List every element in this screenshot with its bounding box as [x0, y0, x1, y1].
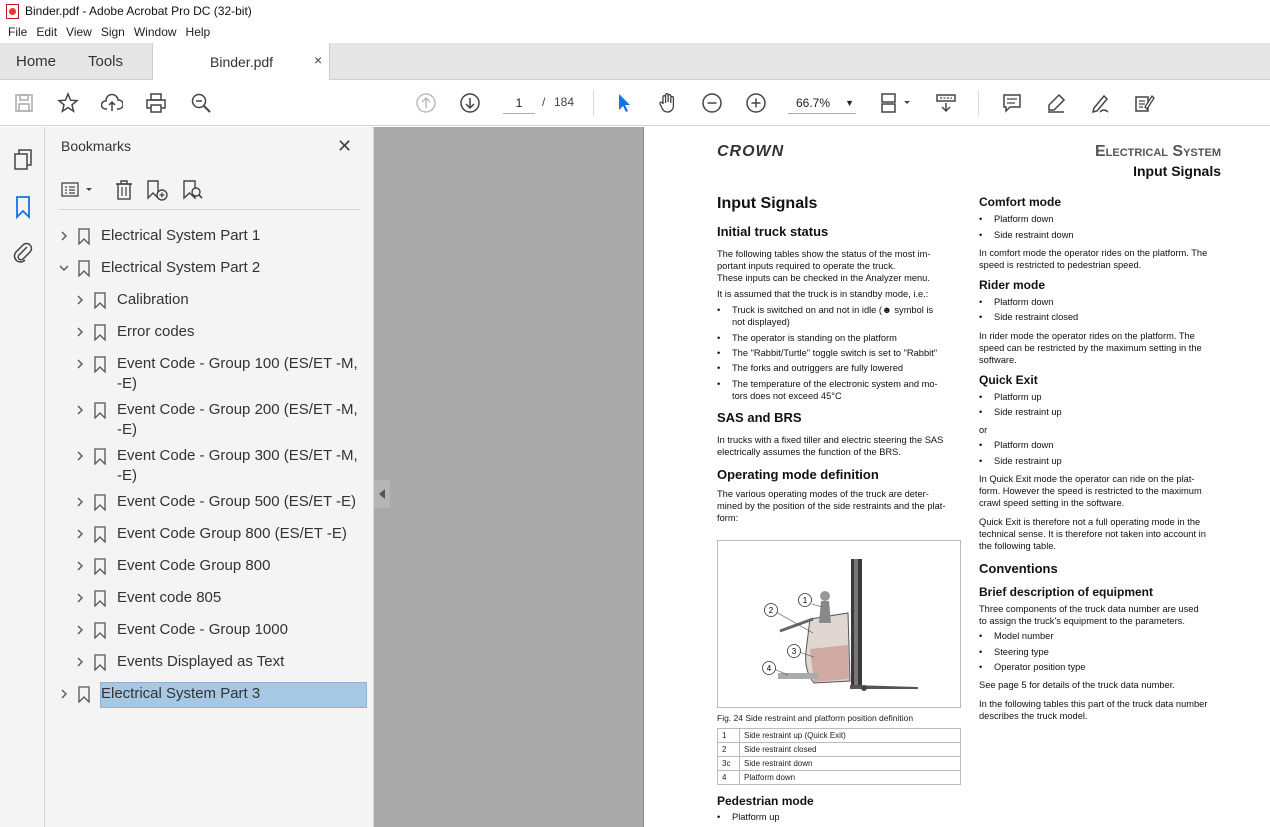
- bullet-item: • The "Rabbit/Turtle" toggle switch is set to "Rabbit": [732, 347, 937, 359]
- bullet-item: • Truck is switched on and not in idle (☻ symbol is: [732, 304, 933, 316]
- bullet-item: • Model number: [994, 630, 1053, 642]
- bookmark-item[interactable]: [74, 652, 358, 674]
- print-icon[interactable]: [144, 91, 168, 115]
- bullet-item: • Platform down: [994, 213, 1053, 225]
- heading-brief-description: Brief description of equipment: [979, 585, 1154, 599]
- comment-icon[interactable]: [1000, 91, 1024, 115]
- text-line: In comfort mode the operator rides on the platform. The: [979, 248, 1208, 258]
- text-line: form. However the speed is restricted to the maximum: [979, 486, 1202, 496]
- callout-2: 2: [768, 606, 774, 615]
- tab-tools[interactable]: Tools: [88, 53, 124, 70]
- heading-initial-status: Initial truck status: [717, 224, 829, 239]
- chevron-right-icon[interactable]: [74, 449, 84, 463]
- bullet-item: • Platform down: [994, 296, 1053, 308]
- page-thumbnails-icon[interactable]: [11, 147, 35, 171]
- heading-input-signals: Input Signals: [717, 195, 818, 212]
- text-line: crawl speed setting in the software.: [979, 498, 1125, 508]
- chevron-right-icon[interactable]: [74, 591, 84, 605]
- bookmark-label: Error codes: [117, 323, 195, 340]
- chevron-right-icon[interactable]: [74, 325, 84, 339]
- truck-figure: [717, 540, 961, 708]
- bookmark-icon: [94, 590, 106, 607]
- toolbar-divider: [978, 90, 979, 116]
- keyboard-scroll-icon[interactable]: [934, 91, 958, 115]
- page-total: 184: [554, 95, 575, 109]
- pdf-page: [643, 127, 1270, 827]
- select-cursor-icon[interactable]: [612, 91, 636, 115]
- collapse-panel-handle[interactable]: [374, 480, 390, 508]
- bookmark-item[interactable]: [74, 290, 358, 312]
- bullet-item: • Platform down: [994, 439, 1053, 451]
- page-fit-icon[interactable]: [878, 91, 914, 115]
- zoom-out-icon[interactable]: [700, 91, 724, 115]
- bookmark-label: Event Code - Group 100 (ES/ET -M,: [117, 355, 358, 372]
- bullet-item: • The operator is standing on the platform: [732, 332, 897, 344]
- callout-1: 1: [802, 596, 808, 605]
- panel-title: Bookmarks: [61, 138, 132, 154]
- bookmark-label-continued: -E): [117, 375, 137, 392]
- tab-document-label: Binder.pdf: [210, 54, 274, 70]
- menu-sign[interactable]: Sign: [100, 25, 125, 39]
- text-line: mined by the position of the side restraints and the plat-: [717, 501, 946, 511]
- page-number-input[interactable]: 1: [503, 92, 535, 114]
- text-line: The various operating modes of the truck are deter-: [717, 489, 929, 499]
- text-line: speed can be restricted by the maximum setting in the: [979, 343, 1202, 353]
- bookmark-label: Event Code Group 800: [117, 557, 271, 574]
- chevron-right-icon[interactable]: [58, 229, 68, 243]
- bullet-item: • The forks and outriggers are fully lowered: [732, 362, 903, 374]
- bookmark-item[interactable]: [74, 446, 358, 488]
- text-line: In trucks with a fixed tiller and electric steering the SAS: [717, 435, 944, 445]
- bookmark-label: Calibration: [117, 291, 189, 308]
- chevron-down-icon[interactable]: [58, 261, 68, 275]
- bullet-item: • Side restraint up: [994, 455, 1062, 467]
- text-line: In Quick Exit mode the operator can ride on the plat-: [979, 474, 1195, 484]
- bookmark-icon: [94, 526, 106, 543]
- table-row: 2 Side restraint closed: [718, 743, 961, 757]
- menu-bar: [0, 22, 1270, 42]
- previous-page-icon[interactable]: [414, 91, 438, 115]
- page-header-section: Electrical System: [1094, 143, 1221, 160]
- text-line: the following table.: [979, 541, 1057, 551]
- figure-caption: Fig. 24 Side restraint and platform position definition: [717, 713, 914, 723]
- document-background: [374, 127, 643, 827]
- star-icon[interactable]: [56, 91, 80, 115]
- table-row: 1 Side restraint up (Quick Exit): [718, 729, 961, 743]
- bookmark-icon: [78, 228, 90, 245]
- page-header-subsection: Input Signals: [1133, 163, 1221, 179]
- zoom-level-select[interactable]: [788, 92, 856, 114]
- bullet-item: • Side restraint closed: [994, 311, 1078, 323]
- text-line: Quick Exit is therefore not a full operating mode in the: [979, 517, 1201, 527]
- bookmark-icon: [94, 356, 106, 373]
- bookmark-icon: [78, 260, 90, 277]
- toolbar: [0, 80, 1270, 126]
- table-row: 4 Platform down: [718, 771, 961, 785]
- menu-help[interactable]: Help: [185, 25, 211, 39]
- bookmark-icon: [94, 654, 106, 671]
- menu-window[interactable]: Window: [133, 25, 177, 39]
- bookmark-item[interactable]: [74, 322, 358, 344]
- bookmark-icon: [94, 402, 106, 419]
- chevron-right-icon[interactable]: [74, 403, 84, 417]
- bullet-item: • Side restraint down: [994, 229, 1074, 241]
- text-line: See page 5 for details of the truck data number.: [979, 680, 1175, 690]
- bookmark-item[interactable]: [74, 524, 358, 546]
- draw-sign-icon[interactable]: [1088, 91, 1112, 115]
- bookmark-options-icon[interactable]: [61, 177, 97, 203]
- heading-sas-brs: SAS and BRS: [717, 410, 802, 425]
- bookmark-label: Event Code - Group 200 (ES/ET -M,: [117, 401, 358, 418]
- menu-file[interactable]: File: [8, 25, 28, 39]
- attachment-icon[interactable]: [11, 240, 35, 264]
- bookmark-item[interactable]: [74, 588, 358, 610]
- hand-tool-icon[interactable]: [656, 91, 680, 115]
- chevron-right-icon[interactable]: [74, 495, 84, 509]
- bookmark-icon: [94, 292, 106, 309]
- bookmark-icon: [94, 622, 106, 639]
- bookmark-label-continued: -E): [117, 467, 137, 484]
- delete-bookmark-icon[interactable]: [113, 177, 135, 203]
- text-line: to assign the truck's equipment to the parameters.: [979, 616, 1185, 626]
- text-line: Three components of the truck data number are used: [979, 604, 1199, 614]
- callout-3: 3: [791, 647, 797, 656]
- upload-cloud-icon[interactable]: [100, 91, 124, 115]
- text-line: The following tables show the status of the most im-: [717, 249, 931, 259]
- bullet-item: • Platform up: [994, 391, 1042, 403]
- bookmark-label: Event code 805: [117, 589, 222, 606]
- bookmark-item[interactable]: [58, 258, 358, 280]
- next-page-icon[interactable]: [458, 91, 482, 115]
- callout-4: 4: [766, 664, 772, 673]
- text-line: electrically assumes the function of the BRS.: [717, 447, 901, 457]
- table-row: 3c Side restraint down: [718, 757, 961, 771]
- bookmark-item[interactable]: [74, 400, 358, 442]
- bookmark-item[interactable]: [74, 620, 358, 642]
- text-line: software.: [979, 355, 1017, 365]
- toolbar-divider: [593, 90, 594, 116]
- tab-home[interactable]: Home: [16, 53, 57, 70]
- close-tab-icon[interactable]: ×: [314, 52, 323, 68]
- chevron-right-icon[interactable]: [74, 527, 84, 541]
- text-line: form:: [717, 513, 739, 523]
- acrobat-icon: [6, 4, 19, 19]
- bullet-item: • The temperature of the electronic system and mo-: [732, 378, 938, 390]
- bookmark-item[interactable]: [58, 684, 358, 706]
- zoom-search-icon[interactable]: [189, 91, 213, 115]
- zoom-in-icon[interactable]: [744, 91, 768, 115]
- text-line: In the following tables this part of the truck data number: [979, 699, 1208, 709]
- bullet-item: • Platform up: [732, 811, 780, 823]
- bookmark-label: Electrical System Part 3: [101, 685, 261, 702]
- text-line: portant inputs required to operate the truck.: [717, 261, 896, 271]
- text-line: These inputs can be checked in the Analyzer menu.: [717, 273, 930, 283]
- text-line: tors does not exceed 45°C: [732, 391, 842, 401]
- figure-legend-table: [717, 728, 961, 785]
- menu-view[interactable]: View: [66, 25, 92, 39]
- highlight-pen-icon[interactable]: [1044, 91, 1068, 115]
- window-title: Binder.pdf - Adobe Acrobat Pro DC (32-bit): [25, 4, 252, 18]
- edit-text-icon[interactable]: [1132, 91, 1156, 115]
- bookmark-label: Event Code - Group 1000: [117, 621, 288, 638]
- crown-logo: CROWN: [717, 143, 785, 160]
- chevron-right-icon[interactable]: [74, 623, 84, 637]
- tab-document[interactable]: [152, 43, 330, 80]
- heading-rider-mode: Rider mode: [979, 278, 1046, 292]
- bookmark-panel-icon[interactable]: [11, 195, 35, 219]
- bookmark-search-icon[interactable]: [181, 177, 205, 203]
- bookmark-icon: [78, 686, 90, 703]
- chevron-right-icon[interactable]: [74, 655, 84, 669]
- zoom-level-value: 66.7%: [796, 96, 831, 110]
- tab-bar: [0, 43, 1270, 80]
- bookmark-icon: [94, 448, 106, 465]
- heading-pedestrian-mode: Pedestrian mode: [717, 794, 814, 808]
- text-line: not displayed): [732, 317, 790, 327]
- bookmark-icon: [94, 324, 106, 341]
- text-line: speed is restricted to pedestrian speed.: [979, 260, 1142, 270]
- menu-edit[interactable]: Edit: [36, 25, 58, 39]
- bookmark-icon: [94, 558, 106, 575]
- bullet-item: • Operator position type: [994, 661, 1085, 673]
- chevron-right-icon[interactable]: [58, 687, 68, 701]
- chevron-down-icon: ▼: [845, 98, 854, 108]
- bookmark-label: Electrical System Part 1: [101, 227, 261, 244]
- chevron-right-icon[interactable]: [74, 293, 84, 307]
- text-line: describes the truck model.: [979, 711, 1088, 721]
- heading-comfort-mode: Comfort mode: [979, 195, 1061, 209]
- bookmark-label: Electrical System Part 2: [101, 259, 261, 276]
- bookmark-label: Event Code - Group 500 (ES/ET -E): [117, 493, 356, 510]
- heading-quick-exit: Quick Exit: [979, 373, 1038, 387]
- text-line: or: [979, 425, 988, 435]
- bullet-item: • Steering type: [994, 646, 1049, 658]
- panel-divider: [59, 209, 360, 210]
- chevron-right-icon[interactable]: [74, 559, 84, 573]
- navigation-rail: [0, 127, 45, 827]
- bookmark-label: Event Code Group 800 (ES/ET -E): [117, 525, 347, 542]
- heading-operating-mode: Operating mode definition: [717, 467, 879, 482]
- bookmark-item[interactable]: [74, 556, 358, 578]
- new-bookmark-icon[interactable]: [145, 177, 169, 203]
- bookmark-label: Events Displayed as Text: [117, 653, 285, 670]
- bookmark-label: Event Code - Group 300 (ES/ET -M,: [117, 447, 358, 464]
- bookmark-icon: [94, 494, 106, 511]
- save-icon[interactable]: [12, 91, 36, 115]
- chevron-right-icon[interactable]: [74, 357, 84, 371]
- title-bar: [0, 0, 1270, 22]
- bookmark-label-continued: -E): [117, 421, 137, 438]
- text-line: It is assumed that the truck is in standby mode, i.e.:: [717, 289, 929, 299]
- page-separator: /: [542, 95, 546, 109]
- bullet-item: • Side restraint up: [994, 406, 1062, 418]
- bookmark-item[interactable]: [58, 226, 358, 248]
- heading-conventions: Conventions: [979, 561, 1058, 576]
- bookmark-toolbar: [59, 177, 359, 203]
- text-line: technical sense. It is therefore not taken into account in: [979, 529, 1206, 539]
- text-line: In rider mode the operator rides on the platform. The: [979, 331, 1195, 341]
- bookmark-item[interactable]: [74, 492, 358, 514]
- bookmark-item[interactable]: [74, 354, 358, 396]
- close-panel-icon[interactable]: ✕: [337, 136, 353, 156]
